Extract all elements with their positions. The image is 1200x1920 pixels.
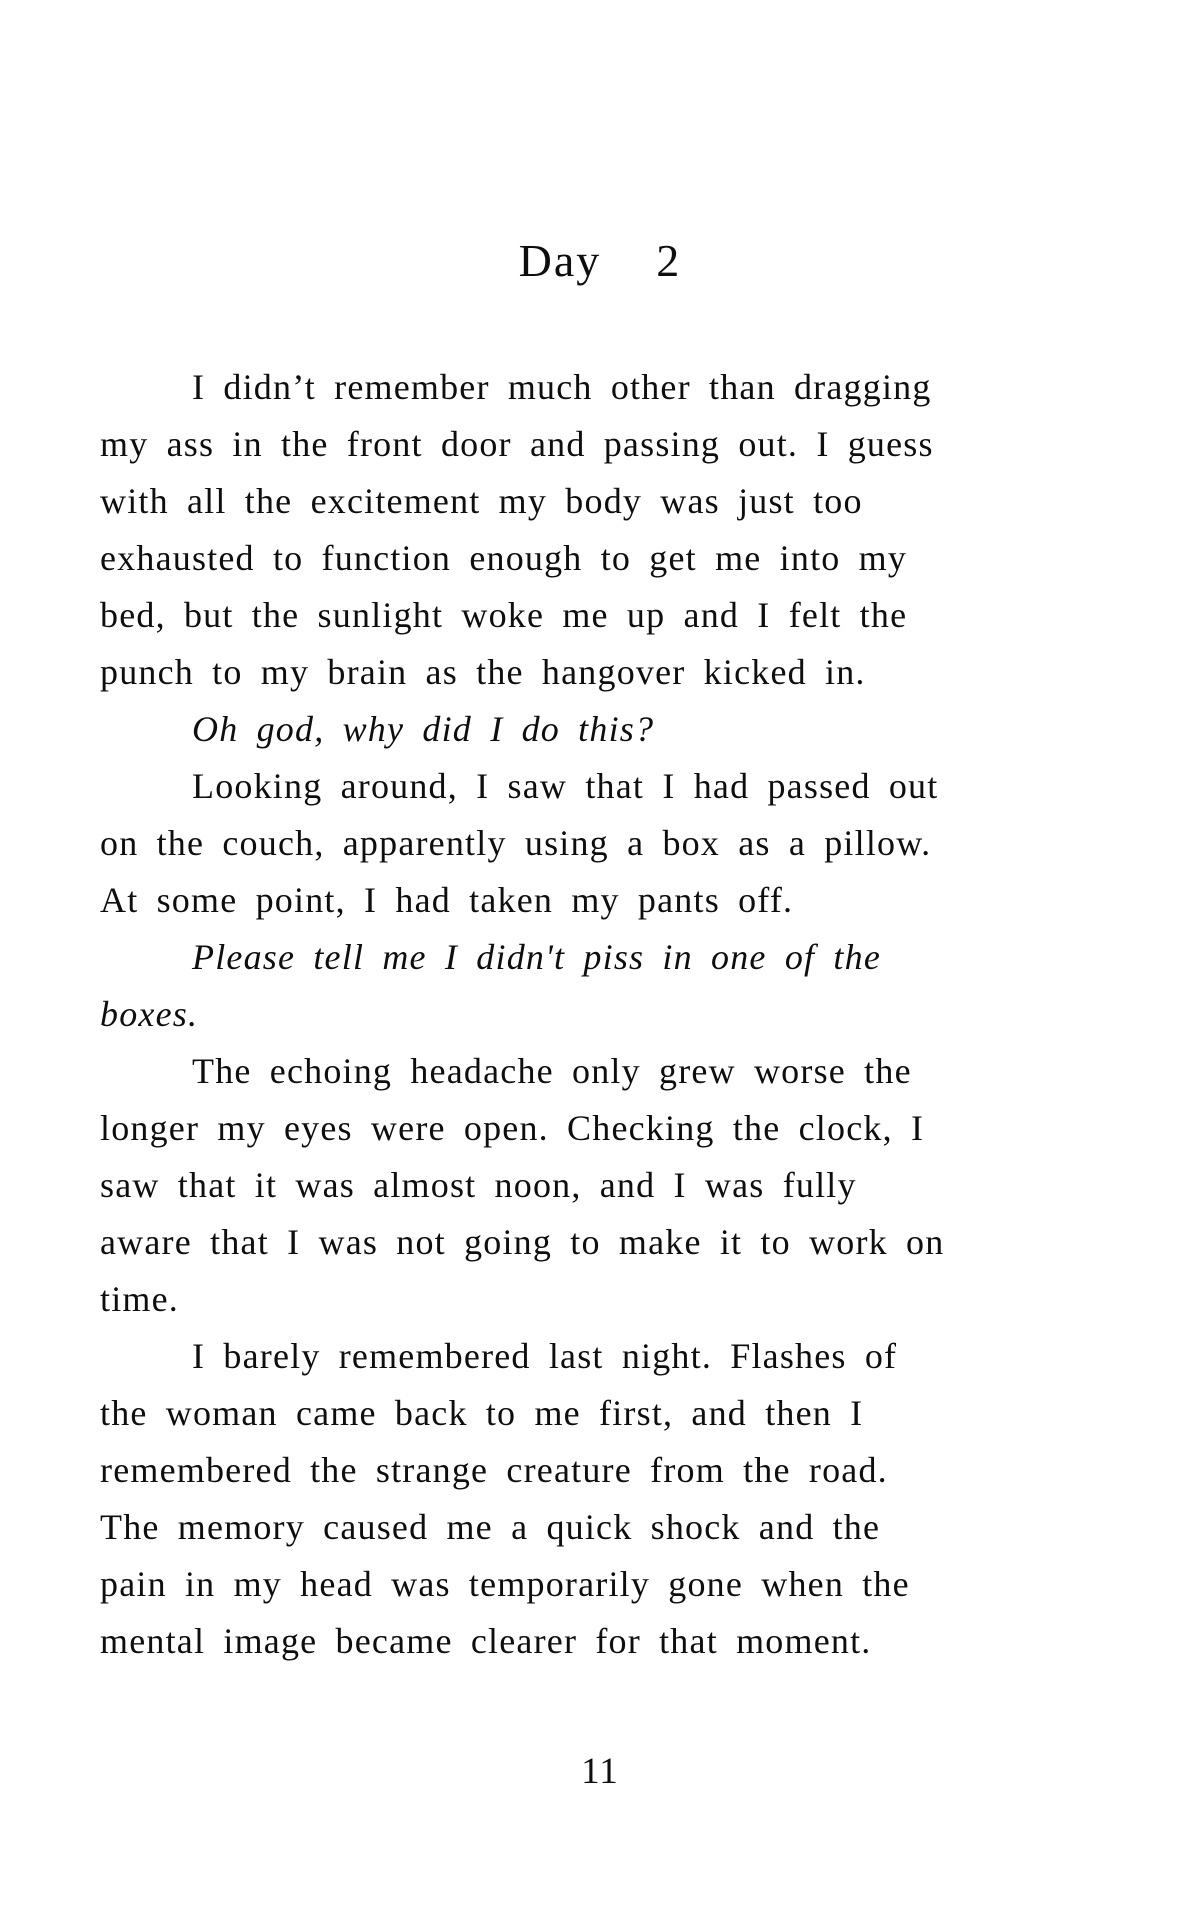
text-line: Looking around, I saw that I had passed out (192, 766, 939, 806)
text-line: on the couch, apparently using a box as a pillow. (100, 823, 932, 863)
body-text (100, 359, 1090, 1670)
text-line: exhausted to function enough to get me into my (100, 538, 908, 578)
text-line: remembered the strange creature from the road. (100, 1450, 888, 1490)
text-line: I barely remembered last night. Flashes of (192, 1336, 898, 1376)
chapter-title: Day 2 (518, 235, 682, 286)
text-line: with all the excitement my body was just too (100, 481, 863, 521)
text-line: saw that it was almost noon, and I was fully (100, 1165, 857, 1205)
text-line: bed, but the sunlight woke me up and I felt the (100, 595, 908, 635)
text-line: the woman came back to me first, and then I (100, 1393, 864, 1433)
text-line: mental image became clearer for that moment. (100, 1621, 872, 1661)
text-line: I didn’t remember much other than dragging (192, 367, 932, 407)
text-line: punch to my brain as the hangover kicked in. (100, 652, 866, 692)
text-line: Oh god, why did I do this? (192, 709, 655, 749)
text-line: longer my eyes were open. Checking the clock, I (100, 1108, 925, 1148)
text-line: pain in my head was temporarily gone when the (100, 1564, 910, 1604)
text-line: time. (100, 1279, 179, 1319)
text-line: aware that I was not going to make it to work on (100, 1222, 945, 1262)
text-line: The echoing headache only grew worse the (192, 1051, 912, 1091)
text-line: my ass in the front door and passing out. I guess (100, 424, 934, 464)
text-line: The memory caused me a quick shock and the (100, 1507, 881, 1547)
text-line: boxes. (100, 994, 199, 1034)
page-number: 11 (581, 1751, 619, 1792)
text-line: Please tell me I didn't piss in one of the (192, 937, 881, 977)
text-line: At some point, I had taken my pants off. (100, 880, 794, 920)
